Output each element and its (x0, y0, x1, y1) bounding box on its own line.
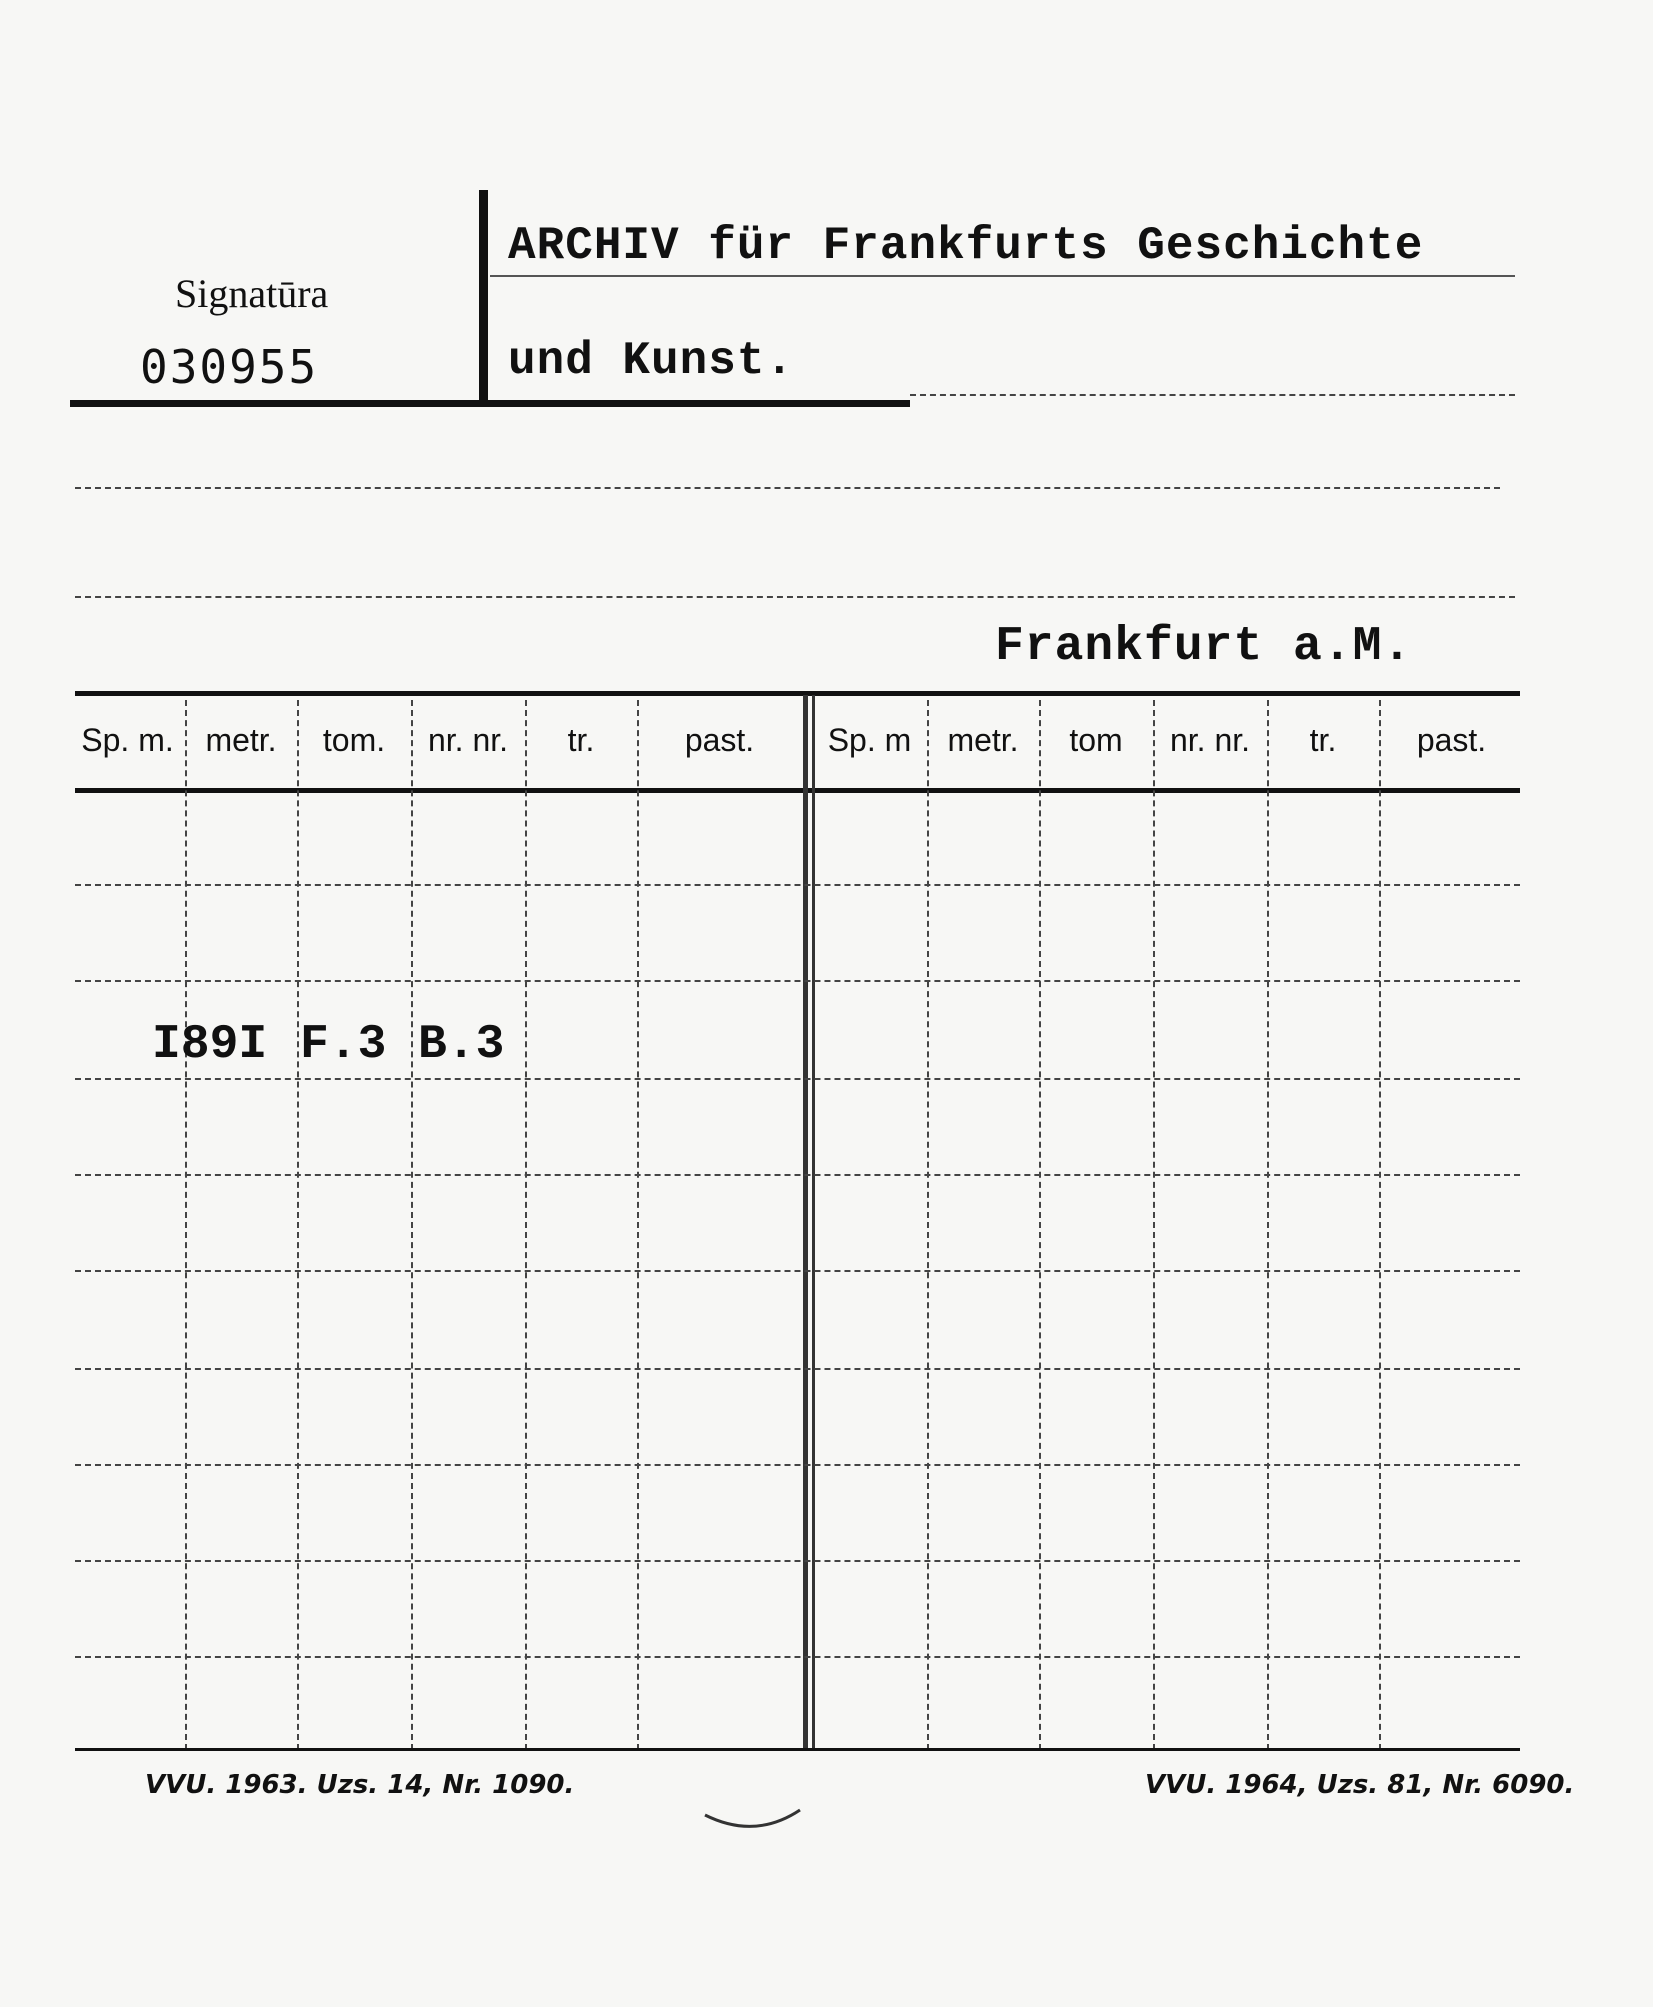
header-right-metr: metr. (947, 722, 1019, 758)
title-rule-1 (490, 275, 1515, 277)
row-line (75, 1368, 1520, 1370)
column-line (525, 700, 527, 1750)
header-bottom-rule-dashed (910, 394, 1515, 396)
footer-note-right: VVU. 1964, Uzs. 81, Nr. 6090. (1145, 1770, 1575, 1800)
table-center-divider (803, 695, 808, 1750)
column-line (1267, 700, 1269, 1750)
row-line (75, 884, 1520, 886)
header-right-past: past. (1416, 722, 1487, 758)
header-left-nr-nr: nr. nr. (427, 722, 509, 758)
header-left-tom: tom. (322, 722, 386, 758)
entry-f: F.3 (300, 1018, 387, 1072)
place-name: Frankfurt a.M. (995, 620, 1413, 674)
row-line (75, 1656, 1520, 1658)
row-line (75, 1174, 1520, 1176)
column-line (185, 700, 187, 1750)
column-line (1039, 700, 1041, 1750)
column-line (411, 700, 413, 1750)
header-divider (479, 190, 488, 400)
signature-label: Signatūra (175, 271, 329, 316)
row-line (75, 1270, 1520, 1272)
footer-note-left: VVU. 1963. Uzs. 14, Nr. 1090. (145, 1770, 575, 1800)
header-left-tr: tr. (567, 722, 595, 758)
header-right-tr: tr. (1309, 722, 1337, 758)
blank-line-2 (75, 596, 1515, 598)
column-line (297, 700, 299, 1750)
row-line (75, 1560, 1520, 1562)
table-top-rule (75, 691, 1520, 696)
table-bottom-rule (75, 1748, 1520, 1751)
entry-b: B.3 (418, 1018, 505, 1072)
entry-year: I89I (152, 1018, 268, 1072)
header-right-sp-m: Sp. m (827, 722, 912, 758)
row-line (75, 980, 1520, 982)
blank-line-1 (75, 487, 1500, 489)
header-right-nr-nr: nr. nr. (1169, 722, 1251, 758)
header-bottom-rule (70, 400, 910, 407)
column-line (1153, 700, 1155, 1750)
signature-number: 030955 (140, 340, 319, 394)
column-line (1379, 700, 1381, 1750)
column-line (637, 700, 639, 1750)
header-left-sp-m: Sp. m. (81, 722, 174, 758)
paper-mark (700, 1800, 810, 1840)
table-center-divider-inner (812, 695, 815, 1750)
header-right-tom: tom (1069, 722, 1123, 758)
row-line (75, 1078, 1520, 1080)
column-line (927, 700, 929, 1750)
header-left-past: past. (684, 722, 755, 758)
table-header-rule (75, 788, 1520, 793)
row-line (75, 1464, 1520, 1466)
header-left-metr: metr. (205, 722, 277, 758)
title-line-2: und Kunst. (508, 335, 795, 387)
title-line-1: ARCHIV für Frankfurts Geschichte (508, 220, 1424, 272)
